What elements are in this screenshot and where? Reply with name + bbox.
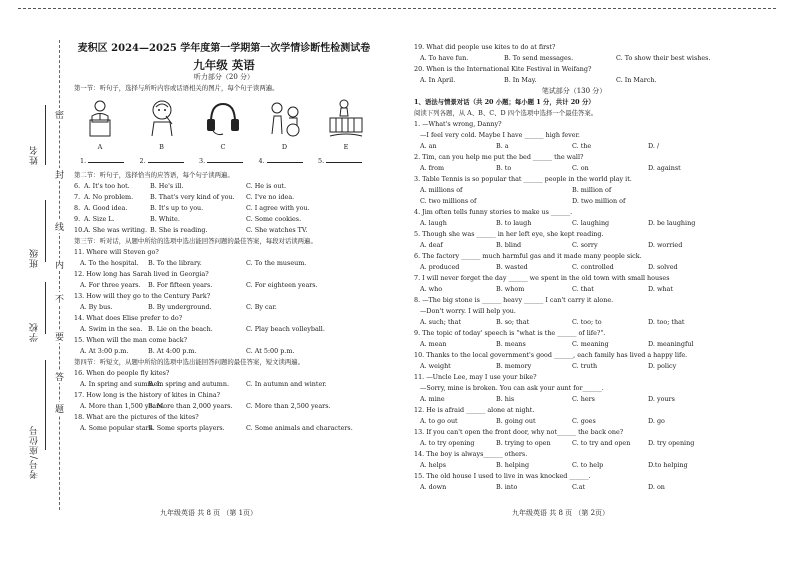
option-d[interactable]: D. meaningful (648, 340, 694, 348)
option-b[interactable]: B. By underground. (148, 303, 212, 311)
option-a[interactable]: A. In April. (420, 76, 456, 84)
option-b[interactable]: B. White. (150, 215, 180, 223)
page-1-footer: 九年级英语 共 8 页 （第 1页） (160, 509, 258, 517)
question-text: 11. Where will Steven go? (74, 248, 159, 256)
option-a[interactable]: A. helps (420, 461, 446, 469)
option-c[interactable]: C. He is out. (246, 182, 287, 190)
option-d[interactable]: D. try opening (648, 439, 695, 447)
options-row (414, 438, 734, 449)
option-b[interactable]: B. In May. (504, 76, 537, 84)
question-text: 13. How will they go to the Century Park? (74, 292, 211, 300)
exam-page-1 (74, 42, 374, 434)
seal-char: 内 (55, 258, 64, 271)
option-a[interactable]: A. Swim in the sea. (80, 325, 143, 333)
answer-blank[interactable]: 3. (199, 156, 249, 167)
option-a[interactable]: A. In spring and summer. (80, 380, 162, 388)
picture-label: E (343, 143, 349, 151)
option-a[interactable]: A. Size L. (84, 215, 115, 223)
option-b[interactable]: B. More than 2,000 years. (148, 402, 233, 410)
question-text: 11. —Uncle Lee, may I use your bike? (414, 373, 537, 381)
question-row (74, 192, 374, 203)
options-row (414, 218, 734, 229)
speaker-at-podium-icon (80, 98, 120, 138)
exam-number-blank[interactable] (45, 360, 46, 450)
answer-blank[interactable]: 1. (80, 156, 130, 167)
options-row (414, 284, 734, 295)
option-c[interactable]: C. to try and open (572, 439, 631, 447)
picture-c (201, 98, 245, 152)
option-c[interactable]: C. the (572, 142, 592, 150)
option-c[interactable]: C. Some animals and characters. (246, 424, 353, 432)
options-row (74, 401, 374, 412)
question-text: 2. Tim, can you help me put the bed ______ the wall? (414, 153, 584, 161)
question-row (74, 181, 374, 192)
subject-title: 九年级 英语 (193, 58, 255, 72)
option-b[interactable]: B. That's very kind of you. (150, 193, 235, 201)
option-c[interactable]: C. To show their best wishes. (616, 54, 711, 62)
seal-char: 线 (55, 220, 64, 233)
seal-char: 要 (55, 330, 64, 343)
question-text: 16. When do people fly kites? (74, 369, 170, 377)
option-b[interactable]: B. going out (496, 417, 536, 425)
options-row (414, 240, 734, 251)
name-label: 姓名 (30, 145, 40, 165)
answer-blank[interactable]: 5. (318, 156, 368, 167)
listening-pictures (74, 94, 374, 156)
options-row (414, 416, 734, 427)
option-a[interactable]: A. to go out (420, 417, 458, 425)
option-b[interactable]: B. to (496, 164, 512, 172)
option-c[interactable]: C. I've no idea. (246, 193, 295, 201)
question-text: 12. How long has Sarah lived in Georgia? (74, 270, 209, 278)
option-b[interactable]: B. means (496, 340, 526, 348)
option-c[interactable]: C. to help (572, 461, 604, 469)
option-b[interactable]: B. blind (496, 241, 522, 249)
option-c[interactable]: C. Some cookies. (246, 215, 302, 223)
option-a[interactable]: A. She was writing. (84, 226, 147, 234)
option-d[interactable]: D. yours (648, 395, 675, 403)
option-c[interactable]: C. By car. (246, 303, 277, 311)
option-b[interactable]: B. To send messages. (504, 54, 574, 62)
option-a[interactable]: A. produced (420, 263, 460, 271)
options-row (414, 460, 734, 471)
picture-label: A (97, 143, 103, 151)
class-label: 班级 (30, 248, 40, 268)
section-3-title: 第三节：听对话，从题中所给的选项中选出能回答问题的最佳答案，每段对话读两遍。 (74, 237, 317, 245)
option-a[interactable]: A. No problem. (84, 193, 134, 201)
picture-a (78, 98, 122, 152)
picture-label: C (220, 143, 226, 151)
option-b[interactable]: B. To the library. (148, 259, 202, 267)
options-row (414, 75, 734, 86)
option-c[interactable]: C. hers (572, 395, 595, 403)
question-text: 17. How long is the history of kites in China? (74, 391, 221, 399)
option-a[interactable]: A. who (420, 285, 443, 293)
exam-number-label: 考号/座位号 (30, 425, 40, 480)
option-b[interactable]: B. so; that (496, 318, 530, 326)
option-a[interactable]: A. such; that (420, 318, 462, 326)
option-d[interactable]: D. worried (648, 241, 683, 249)
option-b[interactable]: B. Some sports players. (148, 424, 225, 432)
option-c[interactable]: C. More than 2,500 years. (246, 402, 331, 410)
section-1-answer-blanks (74, 156, 374, 167)
option-b[interactable]: B. In spring and autumn. (148, 380, 230, 388)
question-number: 9. (74, 215, 81, 223)
option-b[interactable]: B. She is reading. (150, 226, 208, 234)
question-text: 3. Table Tennis is so popular that ______ people in the world play it. (414, 175, 632, 183)
option-a[interactable]: A. Good idea. (84, 204, 128, 212)
question-text: 1. —What's wrong, Danny? (414, 120, 502, 128)
question-text: 15. When will the man come back? (74, 336, 188, 344)
section-1-title: 1、语法与情景对话（共 20 小题；每小题 1 分，共计 20 分） (414, 98, 595, 106)
question-text: 15. The old house I used to live in was knocked ______. (414, 472, 591, 480)
option-c[interactable]: C. For eighteen years. (246, 281, 318, 289)
options-row (74, 302, 374, 313)
options-row (414, 163, 734, 174)
option-b[interactable]: B. helping (496, 461, 530, 469)
option-c[interactable]: C. At 5:00 p.m. (246, 347, 295, 355)
seal-char: 答 (55, 370, 64, 383)
school-blank[interactable] (45, 282, 46, 334)
headphones-icon (203, 98, 243, 138)
wheelchair-helper-icon (265, 98, 305, 138)
class-blank[interactable] (45, 200, 46, 262)
exam-page-2 (414, 42, 734, 493)
option-b[interactable]: B. his (496, 395, 515, 403)
option-a[interactable]: A. More than 1,500 years. (80, 402, 165, 410)
picture-e (324, 98, 368, 152)
seal-char: 题 (55, 402, 64, 415)
question-text: —Don't worry. I will help you. (420, 307, 516, 315)
question-row (74, 203, 374, 214)
option-a[interactable]: A. To have fun. (420, 54, 469, 62)
seal-char: 不 (55, 292, 64, 305)
question-text: 5. Though she was ______ in her left eye, she kept reading. (414, 230, 604, 238)
option-c[interactable]: C. In March. (616, 76, 657, 84)
option-c[interactable]: C. goes (572, 417, 596, 425)
page-2-footer: 九年级英语 共 8 页 （第 2页） (512, 509, 610, 517)
question-text: 20. When is the International Kite Festival in Weifang? (414, 65, 592, 73)
option-b[interactable]: B. million of (572, 186, 612, 194)
option-c[interactable]: C. sorry (572, 241, 598, 249)
option-a[interactable]: A. deaf (420, 241, 443, 249)
answer-blank[interactable]: 2. (140, 156, 190, 167)
option-d[interactable]: D. go (648, 417, 665, 425)
option-c[interactable]: C. She watches TV. (246, 226, 308, 234)
options-row (414, 141, 734, 152)
option-b[interactable]: B. He's ill. (150, 182, 184, 190)
option-b[interactable]: B. trying to open (496, 439, 551, 447)
option-c[interactable]: C. truth (572, 362, 598, 370)
option-d[interactable]: D. policy (648, 362, 677, 370)
option-b[interactable]: B. a (496, 142, 509, 150)
exam-title: 麦积区 2024—2025 学年度第一学期第一次学情诊断性检测试卷 (77, 43, 371, 54)
question-text: 19. What did people use kites to do at first? (414, 43, 556, 51)
option-b[interactable]: B. wasted (496, 263, 528, 271)
name-blank[interactable] (45, 105, 46, 165)
question-text: 14. The boy is always______ others. (414, 450, 528, 458)
option-a[interactable]: A. mine (420, 395, 445, 403)
question-text: 14. What does Elise prefer to do? (74, 314, 183, 322)
option-b[interactable]: B. memory (496, 362, 532, 370)
option-c[interactable]: C. two millions of (420, 197, 477, 205)
question-text: 8. —The big stone is ______ heavy ______ I can't carry it alone. (414, 296, 614, 304)
option-c[interactable]: C. meaning (572, 340, 609, 348)
question-text: 7. I will never forget the day ______ we spent in the old town with small houses (414, 274, 670, 282)
options-row (414, 196, 734, 207)
options-row (74, 379, 374, 390)
question-text: 13. If you can't open the front door, why not______ the back one? (414, 428, 624, 436)
question-text: —Sorry, mine is broken. You can ask your aunt for______. (420, 384, 604, 392)
question-text: 4. Jim often tells funny stories to make us ______. (414, 208, 573, 216)
option-d[interactable]: D. too; that (648, 318, 685, 326)
option-a[interactable]: A. from (420, 164, 445, 172)
option-d[interactable]: D. what (648, 285, 673, 293)
picture-label: B (159, 143, 164, 151)
option-c[interactable]: C. Play beach volleyball. (246, 325, 325, 333)
section-1-instructions: 阅读下列各题，从 A、B、C、D 四个选项中选择一个最佳答案。 (414, 109, 598, 117)
listening-part-heading: 听力部分（20 分） (193, 73, 255, 81)
option-c[interactable]: C. too; to (572, 318, 602, 326)
option-c[interactable]: C. laughing (572, 219, 610, 227)
option-a[interactable]: A. to try opening (420, 439, 475, 447)
options-row (74, 423, 374, 434)
seal-char: 密 (55, 108, 64, 121)
question-row (74, 225, 374, 236)
option-a[interactable]: A. millions of (420, 186, 463, 194)
option-d[interactable]: D. on (648, 483, 665, 491)
answer-blank[interactable]: 4. (259, 156, 309, 167)
option-a[interactable]: A. down (420, 483, 447, 491)
option-a[interactable]: A. Some popular stars. (80, 424, 154, 432)
option-d[interactable]: D. against (648, 164, 681, 172)
question-number: 8. (74, 204, 81, 212)
question-row (74, 214, 374, 225)
option-b[interactable]: B. At 4:00 p.m. (148, 347, 197, 355)
top-dashed-rule (18, 8, 776, 9)
option-d[interactable]: D. be laughing (648, 219, 696, 227)
question-number: 10. (74, 226, 85, 234)
section-1-title: 第一节：听句子，选择与所听内容或话语相关的图片，每个句子读两遍。 (74, 84, 279, 92)
options-row (74, 324, 374, 335)
option-c[interactable]: C. controlled (572, 263, 614, 271)
options-row (414, 361, 734, 372)
question-text: —I feel very cold. Maybe I have ______ high fever. (420, 131, 580, 139)
option-a[interactable]: A. laugh (420, 219, 447, 227)
seal-char: 封 (55, 168, 64, 181)
option-d[interactable]: D. solved (648, 263, 678, 271)
option-c[interactable]: C. that (572, 285, 594, 293)
question-text: 6. The factory ______ much harmful gas and it made many people sick. (414, 252, 642, 260)
option-c[interactable]: C. on (572, 164, 589, 172)
option-d[interactable]: D.to helping (648, 461, 688, 469)
question-text: 9. The topic of today' speech is "what is the ______ of life?". (414, 329, 606, 337)
picture-b (140, 98, 184, 152)
options-row (414, 482, 734, 493)
section-4-title: 第四节：听短文，从题中所给的选项中选出能回答问题的最佳答案，短文读两遍。 (74, 358, 305, 366)
option-a[interactable]: A. It's too hot. (84, 182, 130, 190)
option-b[interactable]: B. into (496, 483, 518, 491)
written-part-heading: 笔试部分（130 分） (541, 87, 607, 95)
option-c[interactable]: C. I agree with you. (246, 204, 310, 212)
section-2-title: 第二节：听句子，选择恰当的应答语，每个句子读两遍。 (74, 171, 234, 179)
option-a[interactable]: A. weight (420, 362, 451, 370)
option-c[interactable]: C.at (572, 483, 586, 491)
baby-crib-icon (326, 98, 366, 138)
option-b[interactable]: B. For fifteen years. (148, 281, 213, 289)
options-row (414, 262, 734, 273)
option-b[interactable]: B. whom (496, 285, 525, 293)
options-row (414, 339, 734, 350)
option-a[interactable]: A. To the hospital. (80, 259, 139, 267)
option-d[interactable]: D. / (648, 142, 660, 150)
question-text: 10. Thanks to the local government's good ______, each family has lived a happy life. (414, 351, 688, 359)
options-row (414, 53, 734, 64)
option-b[interactable]: B. It's up to you. (150, 204, 204, 212)
question-text: 18. What are the pictures of the kites? (74, 413, 199, 421)
option-c[interactable]: C. In autumn and winter. (246, 380, 327, 388)
school-label: 学校 (30, 322, 40, 342)
option-d[interactable]: D. two million of (572, 197, 626, 205)
option-a[interactable]: A. an (420, 142, 437, 150)
option-a[interactable]: A. mean (420, 340, 447, 348)
options-row (414, 394, 734, 405)
question-text: 12. He is afraid ______ alone at night. (414, 406, 535, 414)
option-b[interactable]: B. Lie on the beach. (148, 325, 213, 333)
option-b[interactable]: B. to laugh (496, 219, 532, 227)
option-a[interactable]: A. At 3:00 p.m. (80, 347, 129, 355)
sick-boy-icon (142, 98, 182, 138)
option-a[interactable]: A. By bus. (80, 303, 113, 311)
options-row (74, 280, 374, 291)
options-row (74, 258, 374, 269)
picture-d (263, 98, 307, 152)
options-row (74, 346, 374, 357)
picture-label: D (281, 143, 288, 151)
question-number: 7. (74, 193, 81, 201)
option-a[interactable]: A. For three years. (80, 281, 141, 289)
options-row (414, 317, 734, 328)
question-number: 6. (74, 182, 81, 190)
option-c[interactable]: C. To the museum. (246, 259, 307, 267)
options-row (414, 185, 734, 196)
